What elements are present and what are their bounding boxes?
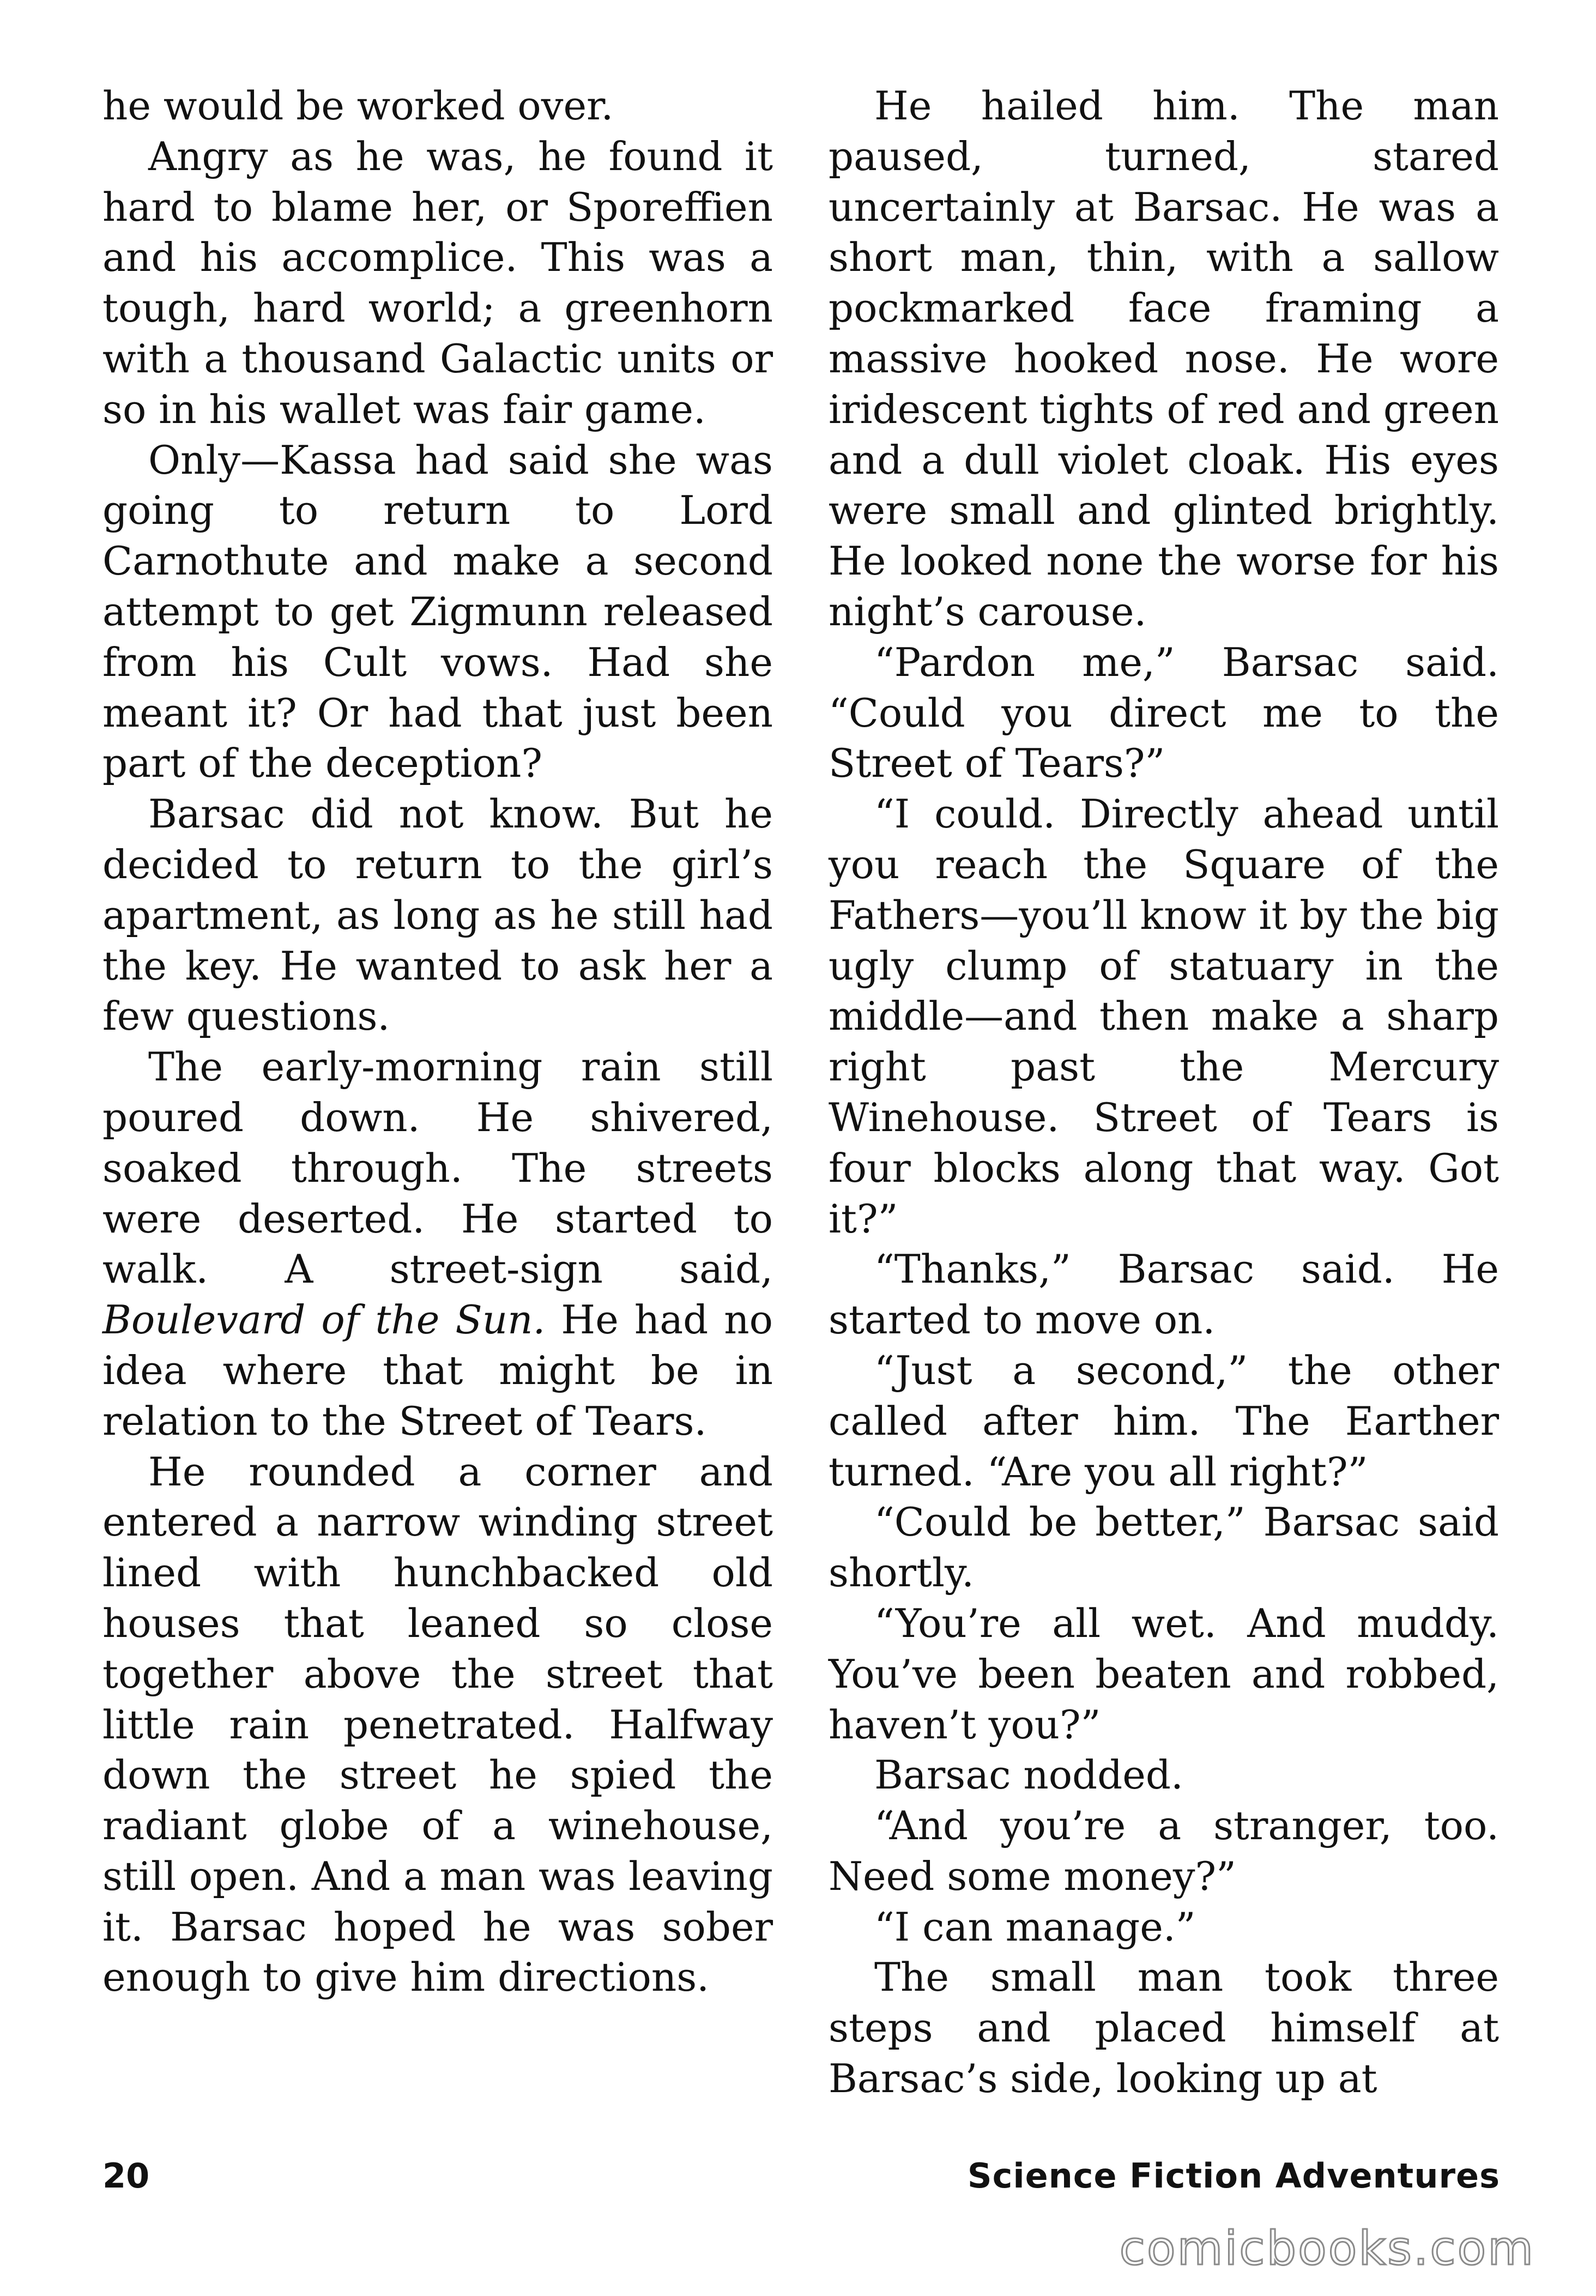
paragraph-text: He had no idea where that might be in relation to the Street of Tears. <box>102 1297 773 1444</box>
watermark: comicbooks.com <box>1119 2221 1535 2276</box>
paragraph <box>102 1042 773 1446</box>
paragraph-text: The early-morning rain still poured down. He shivered, soaked through. The streets were deserted. He started to walk. A street-sign said, <box>102 1044 773 1292</box>
paragraph: “You’re all wet. And muddy. You’ve been beaten and robbed, haven’t you?” <box>829 1600 1499 1748</box>
paragraph: “Could be better,” Barsac said shortly. <box>829 1499 1499 1596</box>
paragraph: He rounded a corner and entered a narrow winding street lined with hunchbacked old houses that leaned so close together above the street that little rain penetrated. Halfway down the street he spied the radiant globe of a winehouse, still open. And a man was leaving it. Barsac hoped he was sober enough to give him directions. <box>102 1448 773 2001</box>
right-text-column <box>829 81 1499 2104</box>
paragraph: Barsac nodded. <box>874 1752 1183 1798</box>
paragraph: “I can manage.” <box>874 1904 1196 1950</box>
paragraph: The small man took three steps and placed himself at Barsac’s side, looking up at <box>829 1954 1499 2102</box>
street-sign-text: Boulevard of the Sun. <box>102 1297 546 1343</box>
paragraph: Only—Kassa had said she was going to return to Lord Carnothute and make a second attempt to get Zigmunn released from his Cult vows. Had she meant it? Or had that just been part of the deception? <box>102 437 773 787</box>
paragraph: “Just a second,” the other called after him. The Earther turned. “Are you all right?” <box>829 1347 1499 1495</box>
left-text-column <box>102 81 773 2003</box>
paragraph: he would be worked over. <box>102 83 614 129</box>
paragraph: “And you’re a stranger, too. Need some money?” <box>829 1803 1499 1899</box>
paragraph: “Pardon me,” Barsac said. “Could you direct me to the Street of Tears?” <box>829 639 1499 787</box>
paragraph: “Thanks,” Barsac said. He started to move on. <box>829 1246 1499 1343</box>
page-number: 20 <box>102 2156 150 2196</box>
paragraph: Angry as he was, he found it hard to blame her, or Sporeffien and his accomplice. This was a tough, hard world; a greenhorn with a thousand Galactic units or so in his wallet was fair game. <box>102 133 773 432</box>
paragraph: “I could. Directly ahead until you reach the Square of the Fathers—you’ll know it by the big ugly clump of statuary in the middle—and then make a sharp right past the Mercury Winehouse. Street of Tears is four blocks along that way. Got it?” <box>829 791 1499 1242</box>
paragraph: He hailed him. The man paused, turned, stared uncertainly at Barsac. He was a short man, thin, with a sallow pockmarked face framing a massive hooked nose. He wore iridescent tights of red and green and a dull violet cloak. His eyes were small and glinted brightly. He looked none the worse for his night’s carouse. <box>829 83 1499 635</box>
paragraph: Barsac did not know. But he decided to return to the girl’s apartment, as long as he still had the key. He wanted to ask her a few questions. <box>102 791 773 1040</box>
magazine-title: Science Fiction Adventures <box>967 2156 1500 2196</box>
